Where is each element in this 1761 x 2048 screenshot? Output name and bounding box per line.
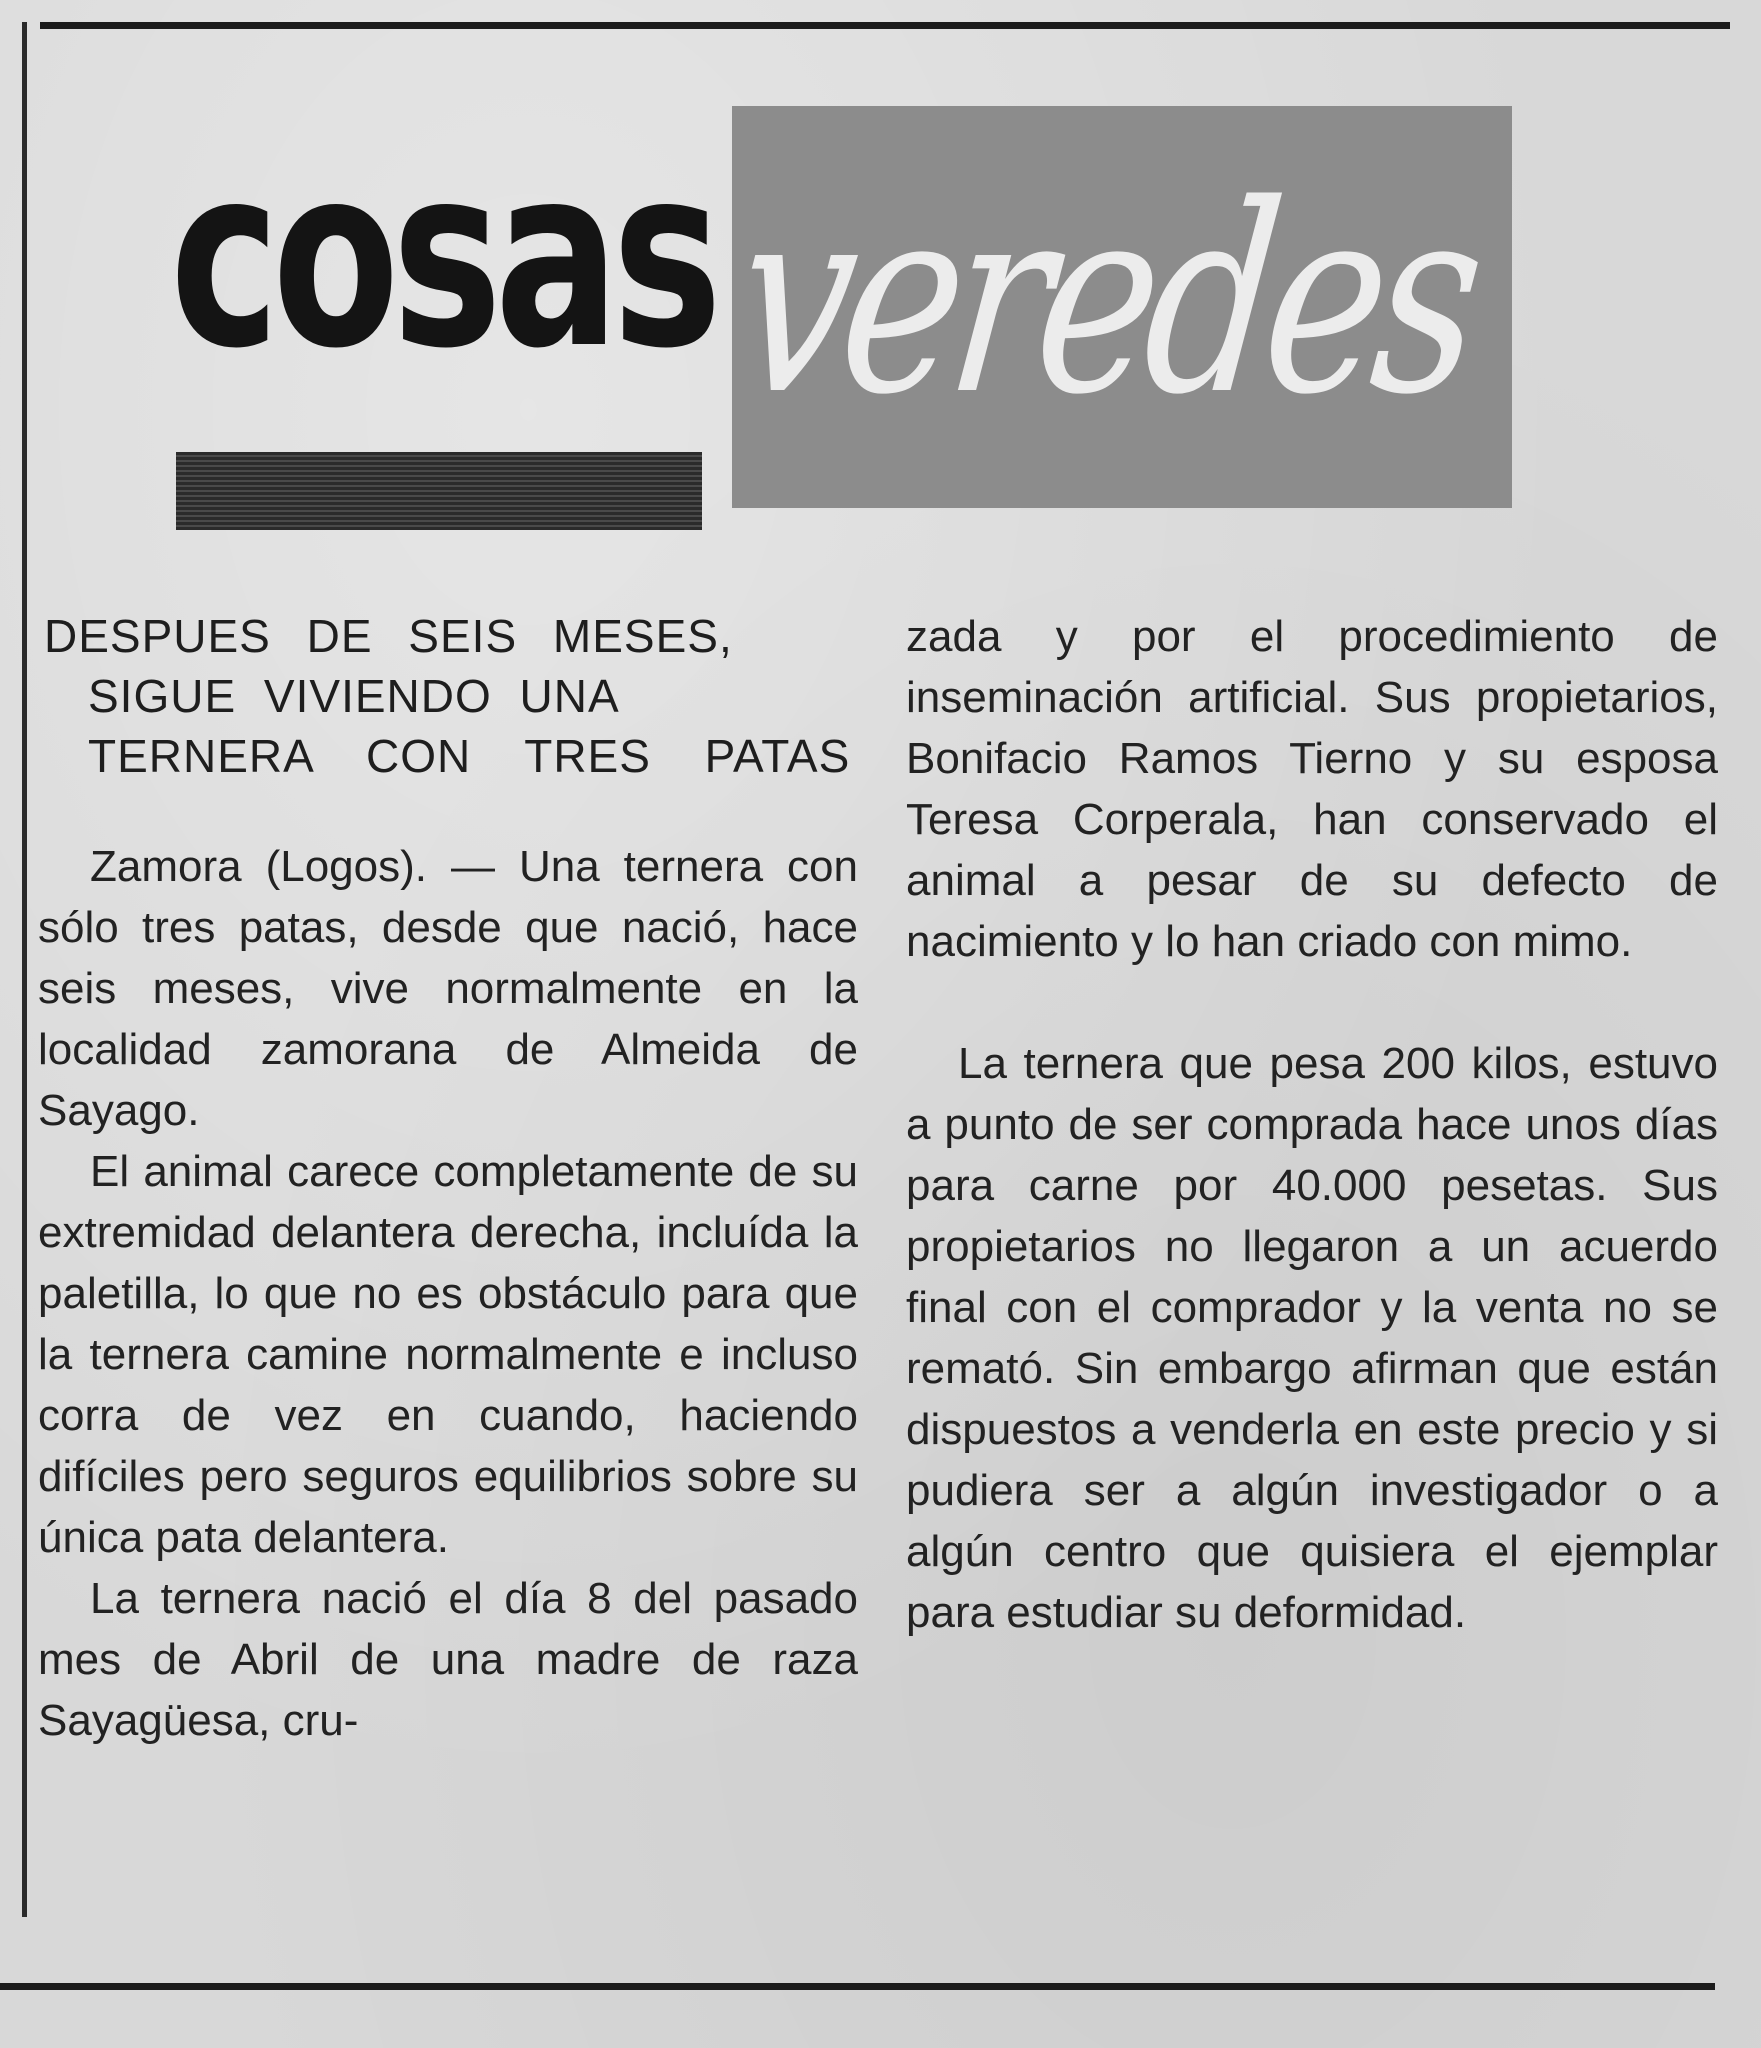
bottom-rule <box>0 1983 1715 1990</box>
paragraph-sale: La ternera que pesa 200 kilos, estuvo a punto de ser comprada hace unos días para carne por 40.000 pesetas. Sus propietarios no llegaron a un acuerdo final con el comprador y la venta no se remató. Sin embargo afirman que están dispuestos a venderla en este precio y si pudiera ser a algún investigador o a algún centro que quisiera el ejemplar para estudiar su deformidad. <box>906 1039 1718 1637</box>
headline-line-1: DESPUES DE SEIS MESES, <box>44 610 733 662</box>
masthead-word-veredes: veredes <box>724 150 1487 452</box>
paragraph-owners: zada y por el procedimiento de inseminación artificial. Sus propietarios, Bonifacio Ramos Tierno y su esposa Teresa Corperala, han conservado el animal a pesar de su defecto de nacimiento y lo han criado con mimo. <box>906 612 1718 966</box>
headline-line-2: SIGUE VIVIENDO UNA <box>88 670 620 722</box>
article-column-left <box>38 836 858 1751</box>
left-rule <box>22 22 27 1917</box>
article-headline <box>44 606 864 786</box>
paragraph-dateline: Zamora (Logos). — Una ternera con sólo tres patas, desde que nació, hace seis meses, vive normalmente en la localidad zamorana de Almeida de Sayago. <box>38 842 858 1135</box>
article-column-right <box>906 606 1718 1643</box>
paragraph-description: El animal carece completamente de su extremidad delantera derecha, incluída la paletilla, lo que no es obstáculo para que la ternera camine normalmente e incluso corra de vez en cuando, haciendo difíciles pero seguros equilibrios sobre su única pata delantera. <box>38 1147 858 1562</box>
masthead-word-cosas: cosas <box>170 112 715 403</box>
paragraph-birth: La ternera nació el día 8 del pasado mes de Abril de una madre de raza Sayagüesa, cru- <box>38 1574 858 1745</box>
headline-line-3: TERNERA CON TRES PATAS <box>88 730 851 782</box>
masthead-bar <box>176 452 702 530</box>
top-rule <box>40 22 1730 29</box>
masthead-grey-box <box>724 106 1512 508</box>
